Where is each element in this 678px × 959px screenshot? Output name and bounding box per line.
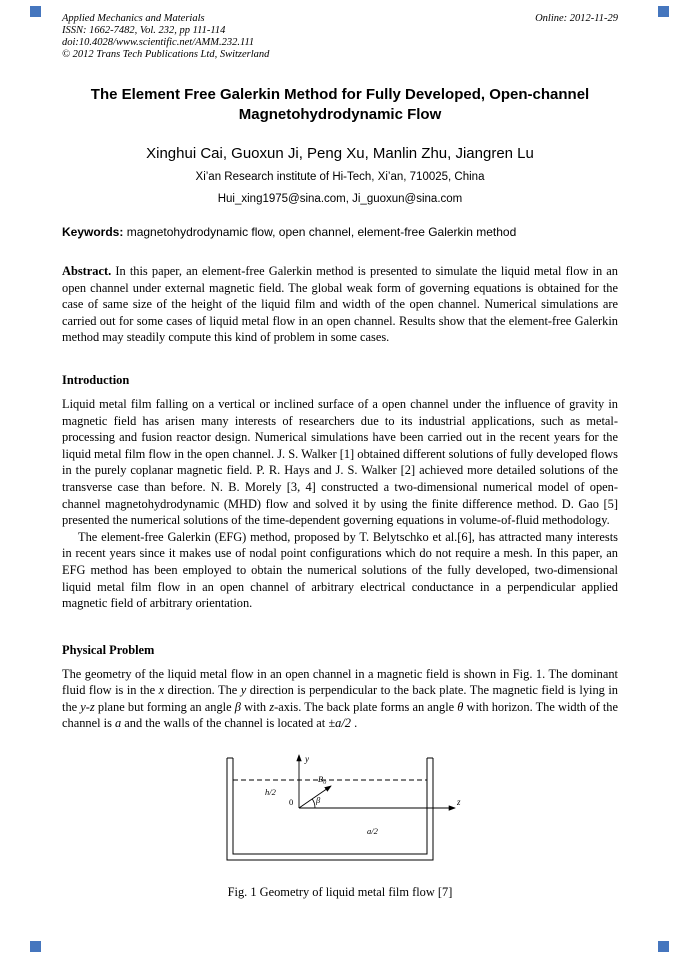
issn-line: ISSN: 1662-7482, Vol. 232, pp 111-114 xyxy=(62,25,226,36)
copyright-line: © 2012 Trans Tech Publications Ltd, Switzerland xyxy=(62,49,270,60)
keywords-text: magnetohydrodynamic flow, open channel, element-free Galerkin method xyxy=(123,225,517,239)
b0-label: $B_0$ xyxy=(318,774,327,787)
paper-title: The Element Free Galerkin Method for Fully Developed, Open-channel Magnetohydrodynamic Flow xyxy=(90,86,590,123)
beta-angle-arc xyxy=(312,799,315,808)
z-axis-label: z xyxy=(457,797,461,808)
corner-marker-bottom-right xyxy=(658,941,669,952)
a-half-label: a/2 xyxy=(367,826,378,837)
physical-problem-paragraph: The geometry of the liquid metal flow in an open channel in a magnetic field is shown in Fig. 1. The dominant fluid flow is in the x direction. The y direction is perpendicular to the back plate. The magnetic field is lying in the y-z plane but forming an angle β with z-axis. The back plate forms an angle θ with horizon. The width of the channel is a and the walls of the channel is located at ±a/2 . xyxy=(62,666,618,731)
keywords-label: Keywords: xyxy=(62,225,124,239)
introduction-paragraph-1: Liquid metal film falling on a vertical or inclined surface of a open channel under the influence of gravity in magnetic field has arisen many interests of researchers due to its industrial applications, such as metal-processing and fusion reactor design. Numerical simulations have been carried out in the recent years for the liquid metal film flow in the open channel. J. S. Walker [1] obtained different solutions of fully developed flows in the purely coplanar magnetic field. P. R. Hays and J. S. Walker [2] achieved more detailed solutions of the transverse case than before. N. B. Morely [3, 4] constructed a two-dimensional numerical model of open-channel magnetohydrodynamic (MHD) flow and solved it by using the finite difference method. D. Gao [5] presented the numerical solutions of the time-dependent governing equations in volume-of-fluid methodology. xyxy=(62,396,618,528)
corner-marker-top-right xyxy=(658,6,669,17)
page-content xyxy=(62,13,618,900)
channel-outline xyxy=(227,758,433,860)
abstract-label: Abstract. xyxy=(62,264,112,278)
abstract-paragraph xyxy=(62,263,618,346)
journal-title: Applied Mechanics and Materials xyxy=(62,13,205,24)
origin-label: 0 xyxy=(289,797,294,808)
affiliation-line: Xi’an Research institute of Hi-Tech, Xi’an, 710025, China xyxy=(195,171,485,183)
beta-angle-label: β xyxy=(316,795,321,806)
authors-line: Xinghui Cai, Guoxun Ji, Peng Xu, Manlin Zhu, Jiangren Lu xyxy=(146,145,534,162)
figure-caption: Fig. 1 Geometry of liquid metal film flow [7] xyxy=(227,885,453,900)
keywords-line xyxy=(62,225,618,239)
introduction-heading: Introduction xyxy=(62,372,130,387)
online-date: Online: 2012-11-29 xyxy=(535,13,618,24)
journal-header xyxy=(62,13,618,61)
physical-problem-heading: Physical Problem xyxy=(62,642,155,657)
emails-line: Hui_xing1975@sina.com, Ji_guoxun@sina.com xyxy=(217,193,463,205)
h-half-label: h/2 xyxy=(265,787,276,798)
figure-1 xyxy=(62,748,618,900)
y-axis-label: y xyxy=(305,754,309,765)
introduction-paragraph-2: The element-free Galerkin (EFG) method, proposed by T. Belytschko et al.[6], has attracted many interests in recent years since it makes use of nodal point configurations which do not require a mesh. In this paper, an EFG method has been employed to obtain the numerical solutions of the fully developed, two-dimensional liquid metal film flow in an open channel of arbitrary electrical conductance in a perpendicular applied magnetic field of arbitrary orientation. xyxy=(62,529,618,611)
corner-marker-top-left xyxy=(30,6,41,17)
channel-geometry-diagram xyxy=(215,748,465,870)
corner-marker-bottom-left xyxy=(30,941,41,952)
doi-line: doi:10.4028/www.scientific.net/AMM.232.111 xyxy=(62,37,255,48)
abstract-text: In this paper, an element-free Galerkin method is presented to simulate the liquid metal flow in an open channel under external magnetic field. The global weak form of governing equations is obtained for the case of same size of the height of the liquid film and width of the open channel. Numerical simulations are carried out for some cases of liquid metal flow in an open channel. Results show that the element-free Galerkin method may steadily compute this kind of problem in some cases. xyxy=(62,264,618,345)
